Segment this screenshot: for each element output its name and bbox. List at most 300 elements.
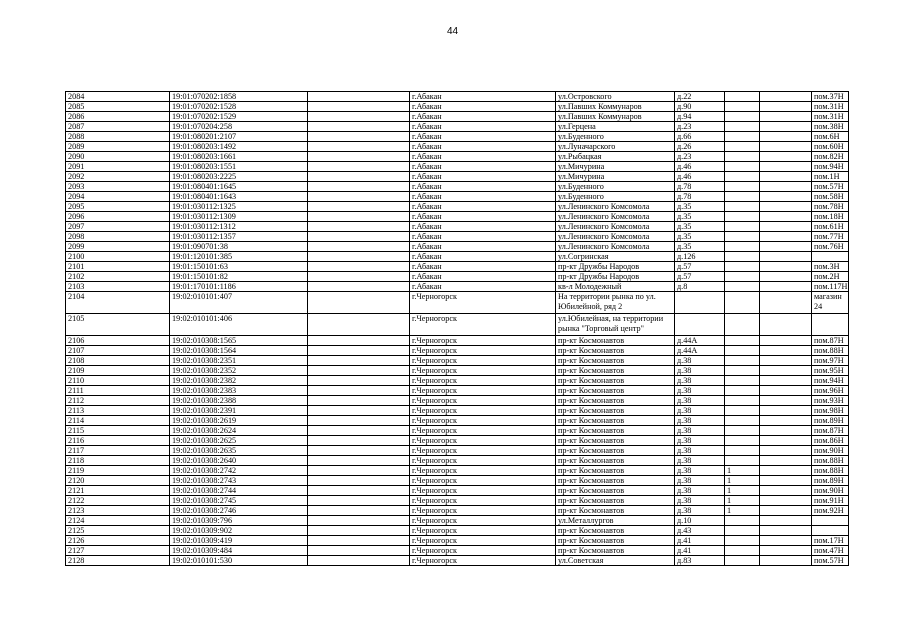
empty-cell-cell	[760, 262, 812, 272]
street-cell: ул.Буденного	[556, 182, 675, 192]
house-cell: д.38	[675, 495, 725, 505]
building-cell	[725, 415, 760, 425]
street-cell: ул.Мичурина	[556, 162, 675, 172]
premises-cell	[812, 252, 849, 262]
empty-cell-cell	[308, 172, 410, 182]
empty-cell-cell	[760, 405, 812, 415]
cadastral-number-cell: 19:01:070202:1858	[170, 92, 308, 102]
empty-cell-cell	[760, 375, 812, 385]
cadastral-number-cell: 19:02:010309:902	[170, 525, 308, 535]
city-cell: г.Абакан	[410, 182, 556, 192]
cadastral-number-cell: 19:02:010308:2382	[170, 375, 308, 385]
table-row	[66, 525, 849, 535]
house-cell: д.44А	[675, 335, 725, 345]
row-number-cell: 2091	[66, 162, 170, 172]
building-cell	[725, 192, 760, 202]
table-row	[66, 222, 849, 232]
house-cell: д.38	[675, 445, 725, 455]
street-cell: пр-кт Космонавтов	[556, 475, 675, 485]
empty-cell-cell	[760, 505, 812, 515]
premises-cell: пом.89Н	[812, 415, 849, 425]
street-cell: пр-кт Космонавтов	[556, 485, 675, 495]
city-cell: г.Черногорск	[410, 375, 556, 385]
street-cell: пр-кт Космонавтов	[556, 505, 675, 515]
row-number-cell: 2117	[66, 445, 170, 455]
premises-cell: пом.92Н	[812, 505, 849, 515]
cadastral-number-cell: 19:02:010308:2619	[170, 415, 308, 425]
city-cell: г.Черногорск	[410, 365, 556, 375]
row-number-cell: 2125	[66, 525, 170, 535]
house-cell: д.38	[675, 375, 725, 385]
house-cell: д.126	[675, 252, 725, 262]
cadastral-number-cell: 19:01:150101:63	[170, 262, 308, 272]
row-number-cell: 2097	[66, 222, 170, 232]
building-cell: 1	[725, 465, 760, 475]
table-row	[66, 555, 849, 565]
empty-cell-cell	[308, 535, 410, 545]
city-cell: г.Абакан	[410, 282, 556, 292]
empty-cell-cell	[760, 415, 812, 425]
table-row	[66, 272, 849, 282]
table-row	[66, 375, 849, 385]
premises-cell: пом.87Н	[812, 425, 849, 435]
cadastral-number-cell: 19:02:010308:2640	[170, 455, 308, 465]
premises-cell: пом.95Н	[812, 365, 849, 375]
premises-cell: пом.3Н	[812, 262, 849, 272]
premises-cell: пом.82Н	[812, 152, 849, 162]
house-cell: д.38	[675, 355, 725, 365]
empty-cell-cell	[760, 365, 812, 375]
house-cell: д.38	[675, 405, 725, 415]
empty-cell-cell	[308, 142, 410, 152]
house-cell: д.38	[675, 365, 725, 375]
building-cell	[725, 313, 760, 335]
table-row	[66, 485, 849, 495]
city-cell: г.Абакан	[410, 142, 556, 152]
empty-cell-cell	[308, 335, 410, 345]
cadastral-number-cell: 19:01:120101:385	[170, 252, 308, 262]
empty-cell-cell	[760, 142, 812, 152]
empty-cell-cell	[308, 102, 410, 112]
cadastral-number-cell: 19:01:030112:1312	[170, 222, 308, 232]
building-cell	[725, 112, 760, 122]
cadastral-number-cell: 19:01:080401:1643	[170, 192, 308, 202]
table-row	[66, 142, 849, 152]
street-cell: ул.Мичурина	[556, 172, 675, 182]
cadastral-number-cell: 19:02:010309:484	[170, 545, 308, 555]
table-row	[66, 242, 849, 252]
street-cell: ул.Павших Коммунаров	[556, 112, 675, 122]
house-cell: д.35	[675, 222, 725, 232]
empty-cell-cell	[308, 505, 410, 515]
city-cell: г.Черногорск	[410, 455, 556, 465]
house-cell: д.38	[675, 425, 725, 435]
table-row	[66, 102, 849, 112]
empty-cell-cell	[760, 222, 812, 232]
street-cell: пр-кт Космонавтов	[556, 495, 675, 505]
premises-cell: пом.31Н	[812, 102, 849, 112]
street-cell: пр-кт Космонавтов	[556, 545, 675, 555]
premises-cell	[812, 515, 849, 525]
house-cell: д.35	[675, 212, 725, 222]
premises-cell: пом.37Н	[812, 92, 849, 102]
house-cell: д.78	[675, 182, 725, 192]
house-cell: д.35	[675, 202, 725, 212]
empty-cell-cell	[308, 365, 410, 375]
house-cell: д.41	[675, 545, 725, 555]
empty-cell-cell	[760, 355, 812, 365]
city-cell: г.Черногорск	[410, 535, 556, 545]
street-cell: ул.Буденного	[556, 132, 675, 142]
street-cell: пр-кт Космонавтов	[556, 435, 675, 445]
street-cell: пр-кт Космонавтов	[556, 455, 675, 465]
house-cell: д.38	[675, 485, 725, 495]
row-number-cell: 2110	[66, 375, 170, 385]
table-row	[66, 395, 849, 405]
table-row	[66, 345, 849, 355]
building-cell	[725, 365, 760, 375]
house-cell: д.57	[675, 272, 725, 282]
house-cell: д.38	[675, 415, 725, 425]
table-row	[66, 465, 849, 475]
empty-cell-cell	[760, 425, 812, 435]
street-cell: пр-кт Космонавтов	[556, 445, 675, 455]
row-number-cell: 2095	[66, 202, 170, 212]
building-cell	[725, 202, 760, 212]
row-number-cell: 2103	[66, 282, 170, 292]
row-number-cell: 2109	[66, 365, 170, 375]
city-cell: г.Черногорск	[410, 292, 556, 314]
building-cell	[725, 122, 760, 132]
cadastral-number-cell: 19:02:010308:2625	[170, 435, 308, 445]
row-number-cell: 2127	[66, 545, 170, 555]
empty-cell-cell	[760, 232, 812, 242]
row-number-cell: 2096	[66, 212, 170, 222]
table-row	[66, 182, 849, 192]
cadastral-number-cell: 19:01:030112:1357	[170, 232, 308, 242]
premises-cell: пом.89Н	[812, 475, 849, 485]
cadastral-number-cell: 19:02:010308:2745	[170, 495, 308, 505]
row-number-cell: 2088	[66, 132, 170, 142]
empty-cell-cell	[308, 355, 410, 365]
cadastral-number-cell: 19:01:030112:1309	[170, 212, 308, 222]
empty-cell-cell	[308, 415, 410, 425]
row-number-cell: 2104	[66, 292, 170, 314]
building-cell	[725, 435, 760, 445]
street-cell: кв-л Молодежный	[556, 282, 675, 292]
city-cell: г.Черногорск	[410, 415, 556, 425]
building-cell	[725, 555, 760, 565]
building-cell	[725, 132, 760, 142]
row-number-cell: 2105	[66, 313, 170, 335]
building-cell	[725, 182, 760, 192]
empty-cell-cell	[308, 152, 410, 162]
building-cell	[725, 455, 760, 465]
street-cell: пр-кт Космонавтов	[556, 465, 675, 475]
table-row	[66, 172, 849, 182]
building-cell: 1	[725, 475, 760, 485]
row-number-cell: 2112	[66, 395, 170, 405]
building-cell	[725, 152, 760, 162]
house-cell	[675, 292, 725, 314]
premises-cell: пом.90Н	[812, 485, 849, 495]
empty-cell-cell	[308, 375, 410, 385]
empty-cell-cell	[308, 202, 410, 212]
city-cell: г.Черногорск	[410, 465, 556, 475]
row-number-cell: 2124	[66, 515, 170, 525]
city-cell: г.Черногорск	[410, 345, 556, 355]
row-number-cell: 2108	[66, 355, 170, 365]
building-cell: 1	[725, 485, 760, 495]
house-cell: д.41	[675, 535, 725, 545]
building-cell	[725, 162, 760, 172]
city-cell: г.Черногорск	[410, 355, 556, 365]
street-cell: ул.Согринская	[556, 252, 675, 262]
building-cell	[725, 142, 760, 152]
empty-cell-cell	[760, 182, 812, 192]
city-cell: г.Черногорск	[410, 405, 556, 415]
row-number-cell: 2090	[66, 152, 170, 162]
premises-cell: пом.31Н	[812, 112, 849, 122]
building-cell	[725, 292, 760, 314]
building-cell	[725, 212, 760, 222]
empty-cell-cell	[308, 545, 410, 555]
row-number-cell: 2114	[66, 415, 170, 425]
premises-cell: пом.94Н	[812, 375, 849, 385]
row-number-cell: 2102	[66, 272, 170, 282]
city-cell: г.Черногорск	[410, 495, 556, 505]
empty-cell-cell	[760, 162, 812, 172]
empty-cell-cell	[308, 465, 410, 475]
city-cell: г.Черногорск	[410, 485, 556, 495]
empty-cell-cell	[308, 313, 410, 335]
house-cell: д.26	[675, 142, 725, 152]
cadastral-number-cell: 19:02:010308:2744	[170, 485, 308, 495]
street-cell: ул.Рыбацкая	[556, 152, 675, 162]
empty-cell-cell	[760, 212, 812, 222]
empty-cell-cell	[760, 272, 812, 282]
row-number-cell: 2118	[66, 455, 170, 465]
street-cell: пр-кт Космонавтов	[556, 375, 675, 385]
table-row	[66, 292, 849, 314]
building-cell	[725, 425, 760, 435]
premises-cell: пом.98Н	[812, 405, 849, 415]
table-row	[66, 515, 849, 525]
empty-cell-cell	[308, 395, 410, 405]
empty-cell-cell	[308, 385, 410, 395]
premises-cell: пом.76Н	[812, 242, 849, 252]
table-row	[66, 122, 849, 132]
row-number-cell: 2128	[66, 555, 170, 565]
house-cell: д.38	[675, 505, 725, 515]
cadastral-number-cell: 19:02:010101:530	[170, 555, 308, 565]
cadastral-number-cell: 19:01:070202:1528	[170, 102, 308, 112]
building-cell: 1	[725, 505, 760, 515]
street-cell: ул.Советская	[556, 555, 675, 565]
city-cell: г.Черногорск	[410, 445, 556, 455]
property-table	[65, 91, 849, 566]
building-cell	[725, 232, 760, 242]
city-cell: г.Черногорск	[410, 515, 556, 525]
empty-cell-cell	[760, 282, 812, 292]
building-cell	[725, 395, 760, 405]
city-cell: г.Черногорск	[410, 425, 556, 435]
table-row	[66, 282, 849, 292]
house-cell: д.35	[675, 242, 725, 252]
empty-cell-cell	[308, 232, 410, 242]
city-cell: г.Абакан	[410, 212, 556, 222]
table-row	[66, 405, 849, 415]
building-cell	[725, 355, 760, 365]
cadastral-number-cell: 19:01:080401:1645	[170, 182, 308, 192]
premises-cell: пом.17Н	[812, 535, 849, 545]
premises-cell: пом.117Н	[812, 282, 849, 292]
premises-cell: пом.90Н	[812, 445, 849, 455]
premises-cell: пом.6Н	[812, 132, 849, 142]
table-row	[66, 365, 849, 375]
empty-cell-cell	[308, 345, 410, 355]
city-cell: г.Абакан	[410, 272, 556, 282]
building-cell	[725, 545, 760, 555]
street-cell: пр-кт Космонавтов	[556, 355, 675, 365]
street-cell: пр-кт Дружбы Народов	[556, 262, 675, 272]
building-cell	[725, 242, 760, 252]
street-cell: ул.Ленинского Комсомола	[556, 212, 675, 222]
table-row	[66, 192, 849, 202]
row-number-cell: 2116	[66, 435, 170, 445]
premises-cell: пом.88Н	[812, 345, 849, 355]
row-number-cell: 2098	[66, 232, 170, 242]
row-number-cell: 2107	[66, 345, 170, 355]
row-number-cell: 2099	[66, 242, 170, 252]
table-row	[66, 475, 849, 485]
street-cell: пр-кт Космонавтов	[556, 385, 675, 395]
empty-cell-cell	[760, 525, 812, 535]
row-number-cell: 2123	[66, 505, 170, 515]
house-cell: д.35	[675, 232, 725, 242]
city-cell: г.Абакан	[410, 162, 556, 172]
premises-cell: пом.88Н	[812, 455, 849, 465]
premises-cell	[812, 313, 849, 335]
cadastral-number-cell: 19:02:010308:2352	[170, 365, 308, 375]
building-cell	[725, 535, 760, 545]
empty-cell-cell	[760, 485, 812, 495]
city-cell: г.Черногорск	[410, 525, 556, 535]
city-cell: г.Абакан	[410, 152, 556, 162]
table-row	[66, 112, 849, 122]
row-number-cell: 2093	[66, 182, 170, 192]
cadastral-number-cell: 19:02:010308:2383	[170, 385, 308, 395]
empty-cell-cell	[308, 495, 410, 505]
premises-cell: пом.47Н	[812, 545, 849, 555]
building-cell	[725, 282, 760, 292]
empty-cell-cell	[760, 202, 812, 212]
table-row	[66, 232, 849, 242]
table-row	[66, 425, 849, 435]
premises-cell: пом.61Н	[812, 222, 849, 232]
cadastral-number-cell: 19:01:080203:1551	[170, 162, 308, 172]
row-number-cell: 2120	[66, 475, 170, 485]
cadastral-number-cell: 19:01:030112:1325	[170, 202, 308, 212]
premises-cell: пом.93Н	[812, 395, 849, 405]
empty-cell-cell	[308, 292, 410, 314]
row-number-cell: 2092	[66, 172, 170, 182]
empty-cell-cell	[308, 222, 410, 232]
empty-cell-cell	[760, 172, 812, 182]
premises-cell: пом.96Н	[812, 385, 849, 395]
city-cell: г.Черногорск	[410, 395, 556, 405]
building-cell	[725, 375, 760, 385]
building-cell	[725, 102, 760, 112]
empty-cell-cell	[760, 122, 812, 132]
premises-cell: пом.78Н	[812, 202, 849, 212]
city-cell: г.Абакан	[410, 222, 556, 232]
table-row	[66, 335, 849, 345]
street-cell: пр-кт Космонавтов	[556, 395, 675, 405]
house-cell	[675, 313, 725, 335]
cadastral-number-cell: 19:01:080201:2107	[170, 132, 308, 142]
city-cell: г.Абакан	[410, 262, 556, 272]
building-cell	[725, 172, 760, 182]
city-cell: г.Черногорск	[410, 313, 556, 335]
building-cell	[725, 262, 760, 272]
street-cell: пр-кт Космонавтов	[556, 525, 675, 535]
street-cell: пр-кт Космонавтов	[556, 425, 675, 435]
empty-cell-cell	[308, 515, 410, 525]
street-cell: пр-кт Космонавтов	[556, 415, 675, 425]
empty-cell-cell	[760, 535, 812, 545]
street-cell: ул.Ленинского Комсомола	[556, 202, 675, 212]
premises-cell: пом.87Н	[812, 335, 849, 345]
table-row	[66, 535, 849, 545]
cadastral-number-cell: 19:01:070204:258	[170, 122, 308, 132]
street-cell: ул.Павших Коммунаров	[556, 102, 675, 112]
table-row	[66, 313, 849, 335]
street-cell: пр-кт Космонавтов	[556, 535, 675, 545]
street-cell: На территории рынка по ул. Юбилейной, ряд 2	[556, 292, 675, 314]
city-cell: г.Абакан	[410, 172, 556, 182]
cadastral-number-cell: 19:02:010308:2351	[170, 355, 308, 365]
house-cell: д.38	[675, 395, 725, 405]
empty-cell-cell	[760, 385, 812, 395]
city-cell: г.Черногорск	[410, 475, 556, 485]
building-cell	[725, 385, 760, 395]
empty-cell-cell	[760, 345, 812, 355]
premises-cell: пом.60Н	[812, 142, 849, 152]
row-number-cell: 2115	[66, 425, 170, 435]
city-cell: г.Черногорск	[410, 555, 556, 565]
house-cell: д.46	[675, 162, 725, 172]
city-cell: г.Абакан	[410, 122, 556, 132]
empty-cell-cell	[760, 435, 812, 445]
table-row	[66, 262, 849, 272]
street-cell: пр-кт Космонавтов	[556, 345, 675, 355]
empty-cell-cell	[308, 212, 410, 222]
empty-cell-cell	[760, 465, 812, 475]
house-cell: д.38	[675, 435, 725, 445]
table-row	[66, 445, 849, 455]
empty-cell-cell	[308, 405, 410, 415]
empty-cell-cell	[308, 435, 410, 445]
empty-cell-cell	[308, 182, 410, 192]
empty-cell-cell	[760, 252, 812, 262]
building-cell	[725, 252, 760, 262]
empty-cell-cell	[308, 132, 410, 142]
building-cell: 1	[725, 495, 760, 505]
cadastral-number-cell: 19:02:010309:419	[170, 535, 308, 545]
house-cell: д.23	[675, 152, 725, 162]
empty-cell-cell	[308, 262, 410, 272]
